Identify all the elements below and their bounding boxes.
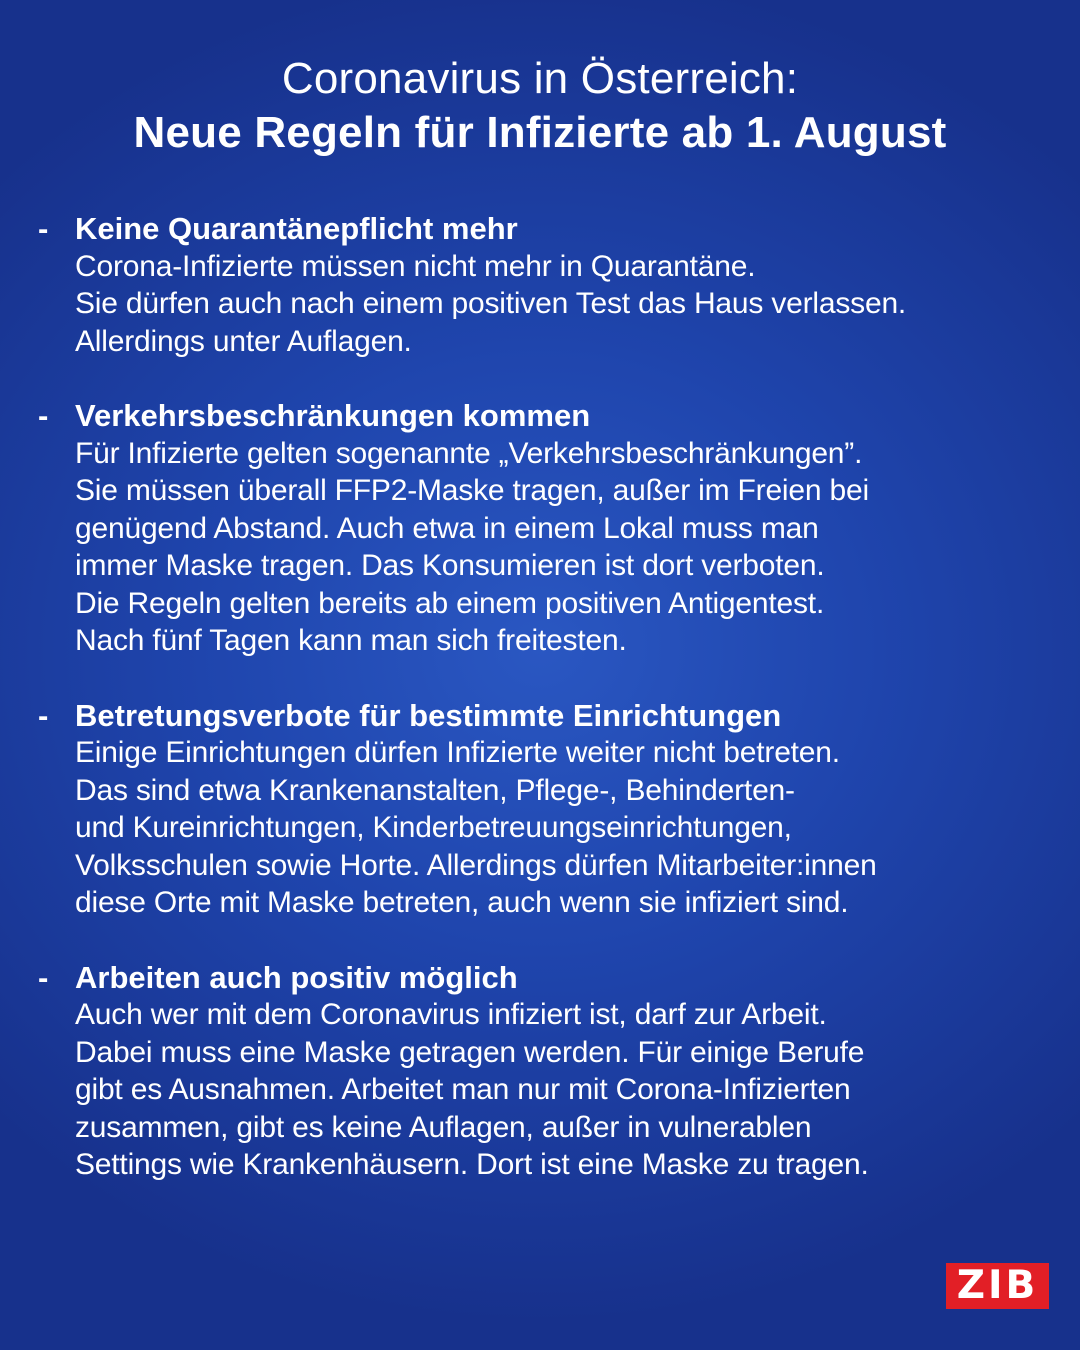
page-header	[0, 52, 1080, 160]
section-heading: Keine Quarantänepflicht mehr	[75, 211, 518, 246]
section-text-line: Corona-Infizierte müssen nicht mehr in Quarantäne.	[75, 249, 756, 283]
section-heading: Verkehrsbeschränkungen kommen	[75, 398, 591, 433]
section-text-line: Allerdings unter Auflagen.	[75, 324, 412, 358]
section-text-line: Auch wer mit dem Coronavirus infiziert ist, darf zur Arbeit.	[75, 998, 827, 1031]
rules-list	[0, 210, 1080, 1221]
rule-section-work	[0, 959, 1080, 1184]
bullet-dash: -	[38, 211, 49, 246]
section-text-line: gibt es Ausnahmen. Arbeitet man nur mit Corona-Infizierten	[75, 1073, 851, 1106]
section-text-line: Die Regeln gelten bereits ab einem positiven Antigentest.	[75, 586, 825, 620]
rule-section-entry-bans	[0, 697, 1080, 922]
bullet-dash: -	[38, 959, 49, 995]
bullet-dash: -	[38, 398, 49, 433]
section-text-line: Dabei muss eine Maske getragen werden. Für einige Berufe	[75, 1035, 865, 1069]
section-text-line: zusammen, gibt es keine Auflagen, außer in vulnerablen	[75, 1110, 812, 1144]
section-text-line: Das sind etwa Krankenanstalten, Pflege-, Behinderten-	[75, 773, 795, 807]
page-title-line-2: Neue Regeln für Infizierte ab 1. August	[133, 108, 947, 157]
section-text-line: Sie müssen überall FFP2-Maske tragen, außer im Freien bei	[75, 474, 869, 507]
rule-section-quarantine	[0, 210, 1080, 360]
section-heading: Arbeiten auch positiv möglich	[75, 959, 518, 995]
section-text-line: Nach fünf Tagen kann man sich freitesten.	[75, 624, 627, 657]
zib-logo: ZIB	[946, 1263, 1049, 1309]
section-text-line: und Kureinrichtungen, Kinderbetreuungseinrichtungen,	[75, 811, 792, 844]
section-text-line: Settings wie Krankenhäusern. Dort ist eine Maske zu tragen.	[75, 1148, 869, 1181]
section-heading: Betretungsverbote für bestimmte Einrichtungen	[75, 697, 782, 733]
rule-section-traffic-restrictions	[0, 397, 1080, 660]
section-text-line: immer Maske tragen. Das Konsumieren ist dort verboten.	[75, 549, 825, 582]
bullet-dash: -	[38, 697, 49, 733]
section-text-line: diese Orte mit Maske betreten, auch wenn sie infiziert sind.	[75, 886, 849, 919]
section-text-line: Volksschulen sowie Horte. Allerdings dürfen Mitarbeiter:innen	[75, 848, 877, 882]
page-title-line-1: Coronavirus in Österreich:	[281, 54, 799, 103]
section-text-line: Einige Einrichtungen dürfen Infizierte weiter nicht betreten.	[75, 736, 840, 769]
section-text-line: genügend Abstand. Auch etwa in einem Lokal muss man	[75, 511, 819, 545]
section-text-line: Sie dürfen auch nach einem positiven Test das Haus verlassen.	[75, 287, 907, 320]
section-text-line: Für Infizierte gelten sogenannte „Verkehrsbeschränkungen”.	[75, 436, 863, 470]
